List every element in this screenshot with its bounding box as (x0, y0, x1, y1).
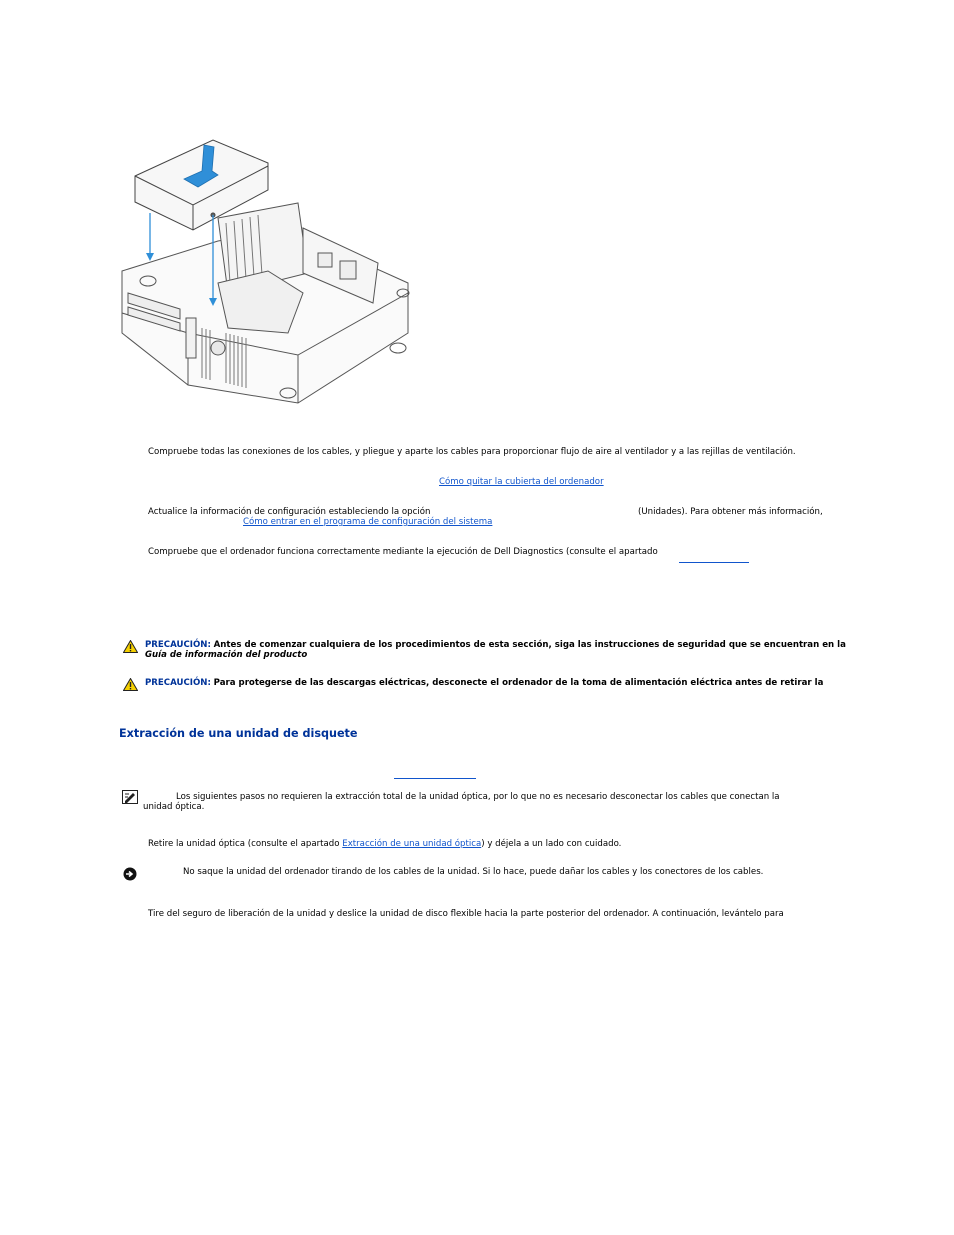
step-check-cables: Compruebe todas las conexiones de los cables, y pliegue y aparte los cables para proporcionar flujo de aire al ventilador y a las rejillas de ventilación. (148, 447, 796, 457)
caution-label: PRECAUCIÓN: (145, 678, 211, 688)
caution-1-line2: Guía de información del producto (145, 650, 308, 660)
caution-icon (123, 640, 138, 653)
step-remove-optical-text-b: ) y déjela a un lado con cuidado. (481, 839, 622, 849)
step-remove-optical-text-a: Retire la unidad óptica (consulte el apartado (148, 839, 340, 849)
step-run-diagnostics: Compruebe que el ordenador funciona correctamente mediante la ejecución de Dell Diagnostics (consulte el apartado (148, 547, 658, 557)
link-diagnostics[interactable] (679, 553, 749, 563)
computer-chassis-drawing (118, 133, 413, 409)
caution-2-line1: Para protegerse de las descargas eléctricas, desconecte el ordenador de la toma de alimentación eléctrica antes de retirar la (213, 678, 824, 688)
note-line2: unidad óptica. (143, 802, 205, 812)
caution-1-line1: Antes de comenzar cualquiera de los procedimientos de esta sección, siga las instrucciones de seguridad que se encuentran en la (213, 640, 846, 650)
caution-icon (123, 678, 138, 691)
caution-2-text (145, 678, 823, 689)
step-update-config-a: Actualice la información de configuración estableciendo la opción (148, 507, 431, 517)
notice-icon (123, 867, 137, 881)
link-system-setup[interactable]: Cómo entrar en el programa de configuración del sistema (243, 517, 493, 527)
link-remove-cover[interactable]: Cómo quitar la cubierta del ordenador (439, 477, 604, 487)
caution-label: PRECAUCIÓN: (145, 640, 211, 650)
notice-text: No saque la unidad del ordenador tirando de los cables de la unidad. Si lo hace, puede dañar los cables y los conectores de los cables. (183, 867, 764, 877)
note-icon (122, 790, 138, 804)
link-before-you-begin[interactable] (394, 769, 476, 779)
step-release-latch: Tire del seguro de liberación de la unidad y deslice la unidad de disco flexible hacia la parte posterior del ordenador. A continuación, levántelo para (148, 909, 784, 919)
drive-installation-illustration (118, 133, 413, 409)
section-heading: Extracción de una unidad de disquete (119, 727, 358, 740)
note-line1: Los siguientes pasos no requieren la extracción total de la unidad óptica, por lo que no es necesario desconectar los cables que conectan la (176, 792, 780, 802)
step-update-config-b: (Unidades). Para obtener más información, (638, 507, 823, 517)
link-optical-drive-removal[interactable]: Extracción de una unidad óptica (342, 839, 482, 849)
step-remove-optical (148, 839, 621, 850)
